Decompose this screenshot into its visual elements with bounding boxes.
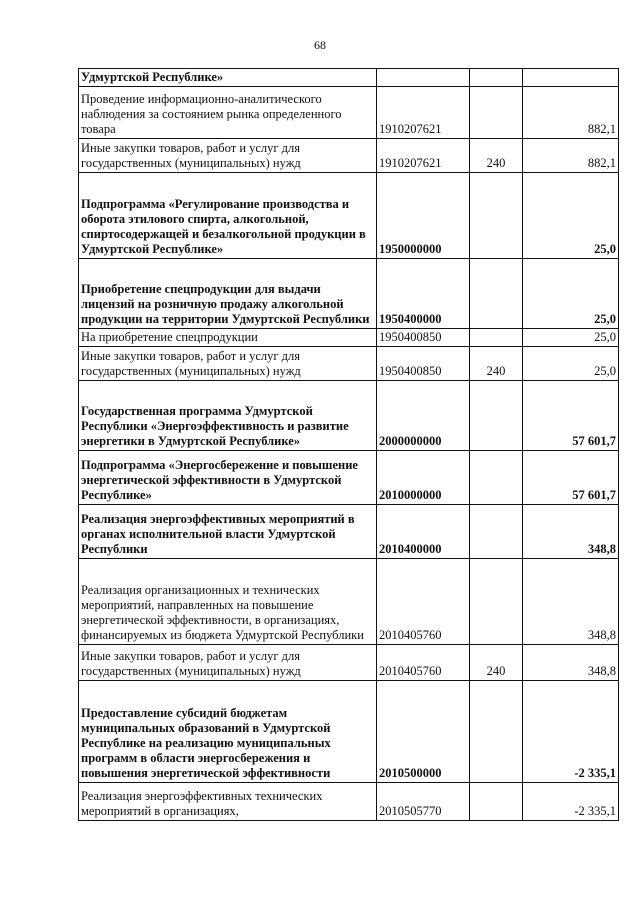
row-code-cell: 1910207621 (377, 87, 470, 139)
row-code-cell: 1950000000 (377, 173, 470, 259)
row-type-cell (470, 681, 523, 783)
row-name-cell: Иные закупки товаров, работ и услуг для государственных (муниципальных) нужд (79, 645, 377, 681)
table-row (79, 783, 619, 821)
row-code-cell: 2010000000 (377, 451, 470, 505)
table-row (79, 139, 619, 173)
row-amount-cell: -2 335,1 (523, 783, 619, 821)
row-type-cell: 240 (470, 645, 523, 681)
row-code-cell: 2010400000 (377, 505, 470, 559)
row-amount-cell: 25,0 (523, 259, 619, 329)
row-amount-cell: 25,0 (523, 173, 619, 259)
row-amount-cell: 882,1 (523, 87, 619, 139)
row-amount-cell: 348,8 (523, 645, 619, 681)
row-name-cell: На приобретение спецпродукции (79, 329, 377, 347)
row-type-cell (470, 329, 523, 347)
row-amount-cell: 57 601,7 (523, 451, 619, 505)
row-type-cell (470, 69, 523, 87)
row-type-cell (470, 783, 523, 821)
row-name-cell: Проведение информационно-аналитического наблюдения за состоянием рынка определенного товара (79, 87, 377, 139)
row-name-cell: Подпрограмма «Энергосбережение и повышение энергетической эффективности в Удмуртской Республике» (79, 451, 377, 505)
row-type-cell: 240 (470, 139, 523, 173)
row-name-cell: Реализация энергоэффективных мероприятий в органах исполнительной власти Удмуртской Республики (79, 505, 377, 559)
budget-table-body (79, 69, 619, 821)
table-row (79, 681, 619, 783)
table-row (79, 381, 619, 451)
row-amount-cell: 25,0 (523, 347, 619, 381)
table-row (79, 69, 619, 87)
row-code-cell: 2010405760 (377, 559, 470, 645)
row-name-cell: Предоставление субсидий бюджетам муниципальных образований в Удмуртской Республике на реализацию муниципальных программ в области энергосбережения и повышения энергетической эффективности (79, 681, 377, 783)
page-number: 68 (314, 38, 326, 52)
row-name-cell: Иные закупки товаров, работ и услуг для государственных (муниципальных) нужд (79, 139, 377, 173)
row-type-cell (470, 173, 523, 259)
row-type-cell (470, 505, 523, 559)
row-code-cell: 1950400000 (377, 259, 470, 329)
row-amount-cell: 25,0 (523, 329, 619, 347)
row-code-cell (377, 69, 470, 87)
table-row (79, 173, 619, 259)
row-code-cell: 2000000000 (377, 381, 470, 451)
row-name-cell: Иные закупки товаров, работ и услуг для государственных (муниципальных) нужд (79, 347, 377, 381)
table-row (79, 505, 619, 559)
table-row (79, 645, 619, 681)
row-code-cell: 2010500000 (377, 681, 470, 783)
table-row (79, 559, 619, 645)
row-type-cell (470, 381, 523, 451)
row-name-cell: Подпрограмма «Регулирование производства и оборота этилового спирта, алкогольной, спиртосодержащей и безалкогольной продукции в Удмуртской Республике» (79, 173, 377, 259)
row-type-cell (470, 259, 523, 329)
table-row (79, 329, 619, 347)
row-name-cell: Удмуртской Республике» (79, 69, 377, 87)
row-amount-cell: -2 335,1 (523, 681, 619, 783)
row-code-cell: 1950400850 (377, 329, 470, 347)
row-type-cell (470, 87, 523, 139)
row-name-cell: Приобретение спецпродукции для выдачи лицензий на розничную продажу алкогольной продукции на территории Удмуртской Республики (79, 259, 377, 329)
row-amount-cell: 348,8 (523, 559, 619, 645)
table-row (79, 451, 619, 505)
row-amount-cell: 57 601,7 (523, 381, 619, 451)
row-type-cell: 240 (470, 347, 523, 381)
row-type-cell (470, 451, 523, 505)
row-code-cell: 2010505770 (377, 783, 470, 821)
row-amount-cell: 882,1 (523, 139, 619, 173)
row-name-cell: Государственная программа Удмуртской Республики «Энергоэффективность и развитие энергетики в Удмуртской Республике» (79, 381, 377, 451)
row-type-cell (470, 559, 523, 645)
row-amount-cell (523, 69, 619, 87)
table-row (79, 87, 619, 139)
budget-table (78, 68, 619, 821)
table-row (79, 259, 619, 329)
row-code-cell: 2010405760 (377, 645, 470, 681)
row-amount-cell: 348,8 (523, 505, 619, 559)
table-row (79, 347, 619, 381)
row-code-cell: 1910207621 (377, 139, 470, 173)
row-code-cell: 1950400850 (377, 347, 470, 381)
row-name-cell: Реализация организационных и технических мероприятий, направленных на повышение энергетической эффективности, в организациях, финансируемых из бюджета Удмуртской Республики (79, 559, 377, 645)
row-name-cell: Реализация энергоэффективных технических мероприятий в организациях, (79, 783, 377, 821)
